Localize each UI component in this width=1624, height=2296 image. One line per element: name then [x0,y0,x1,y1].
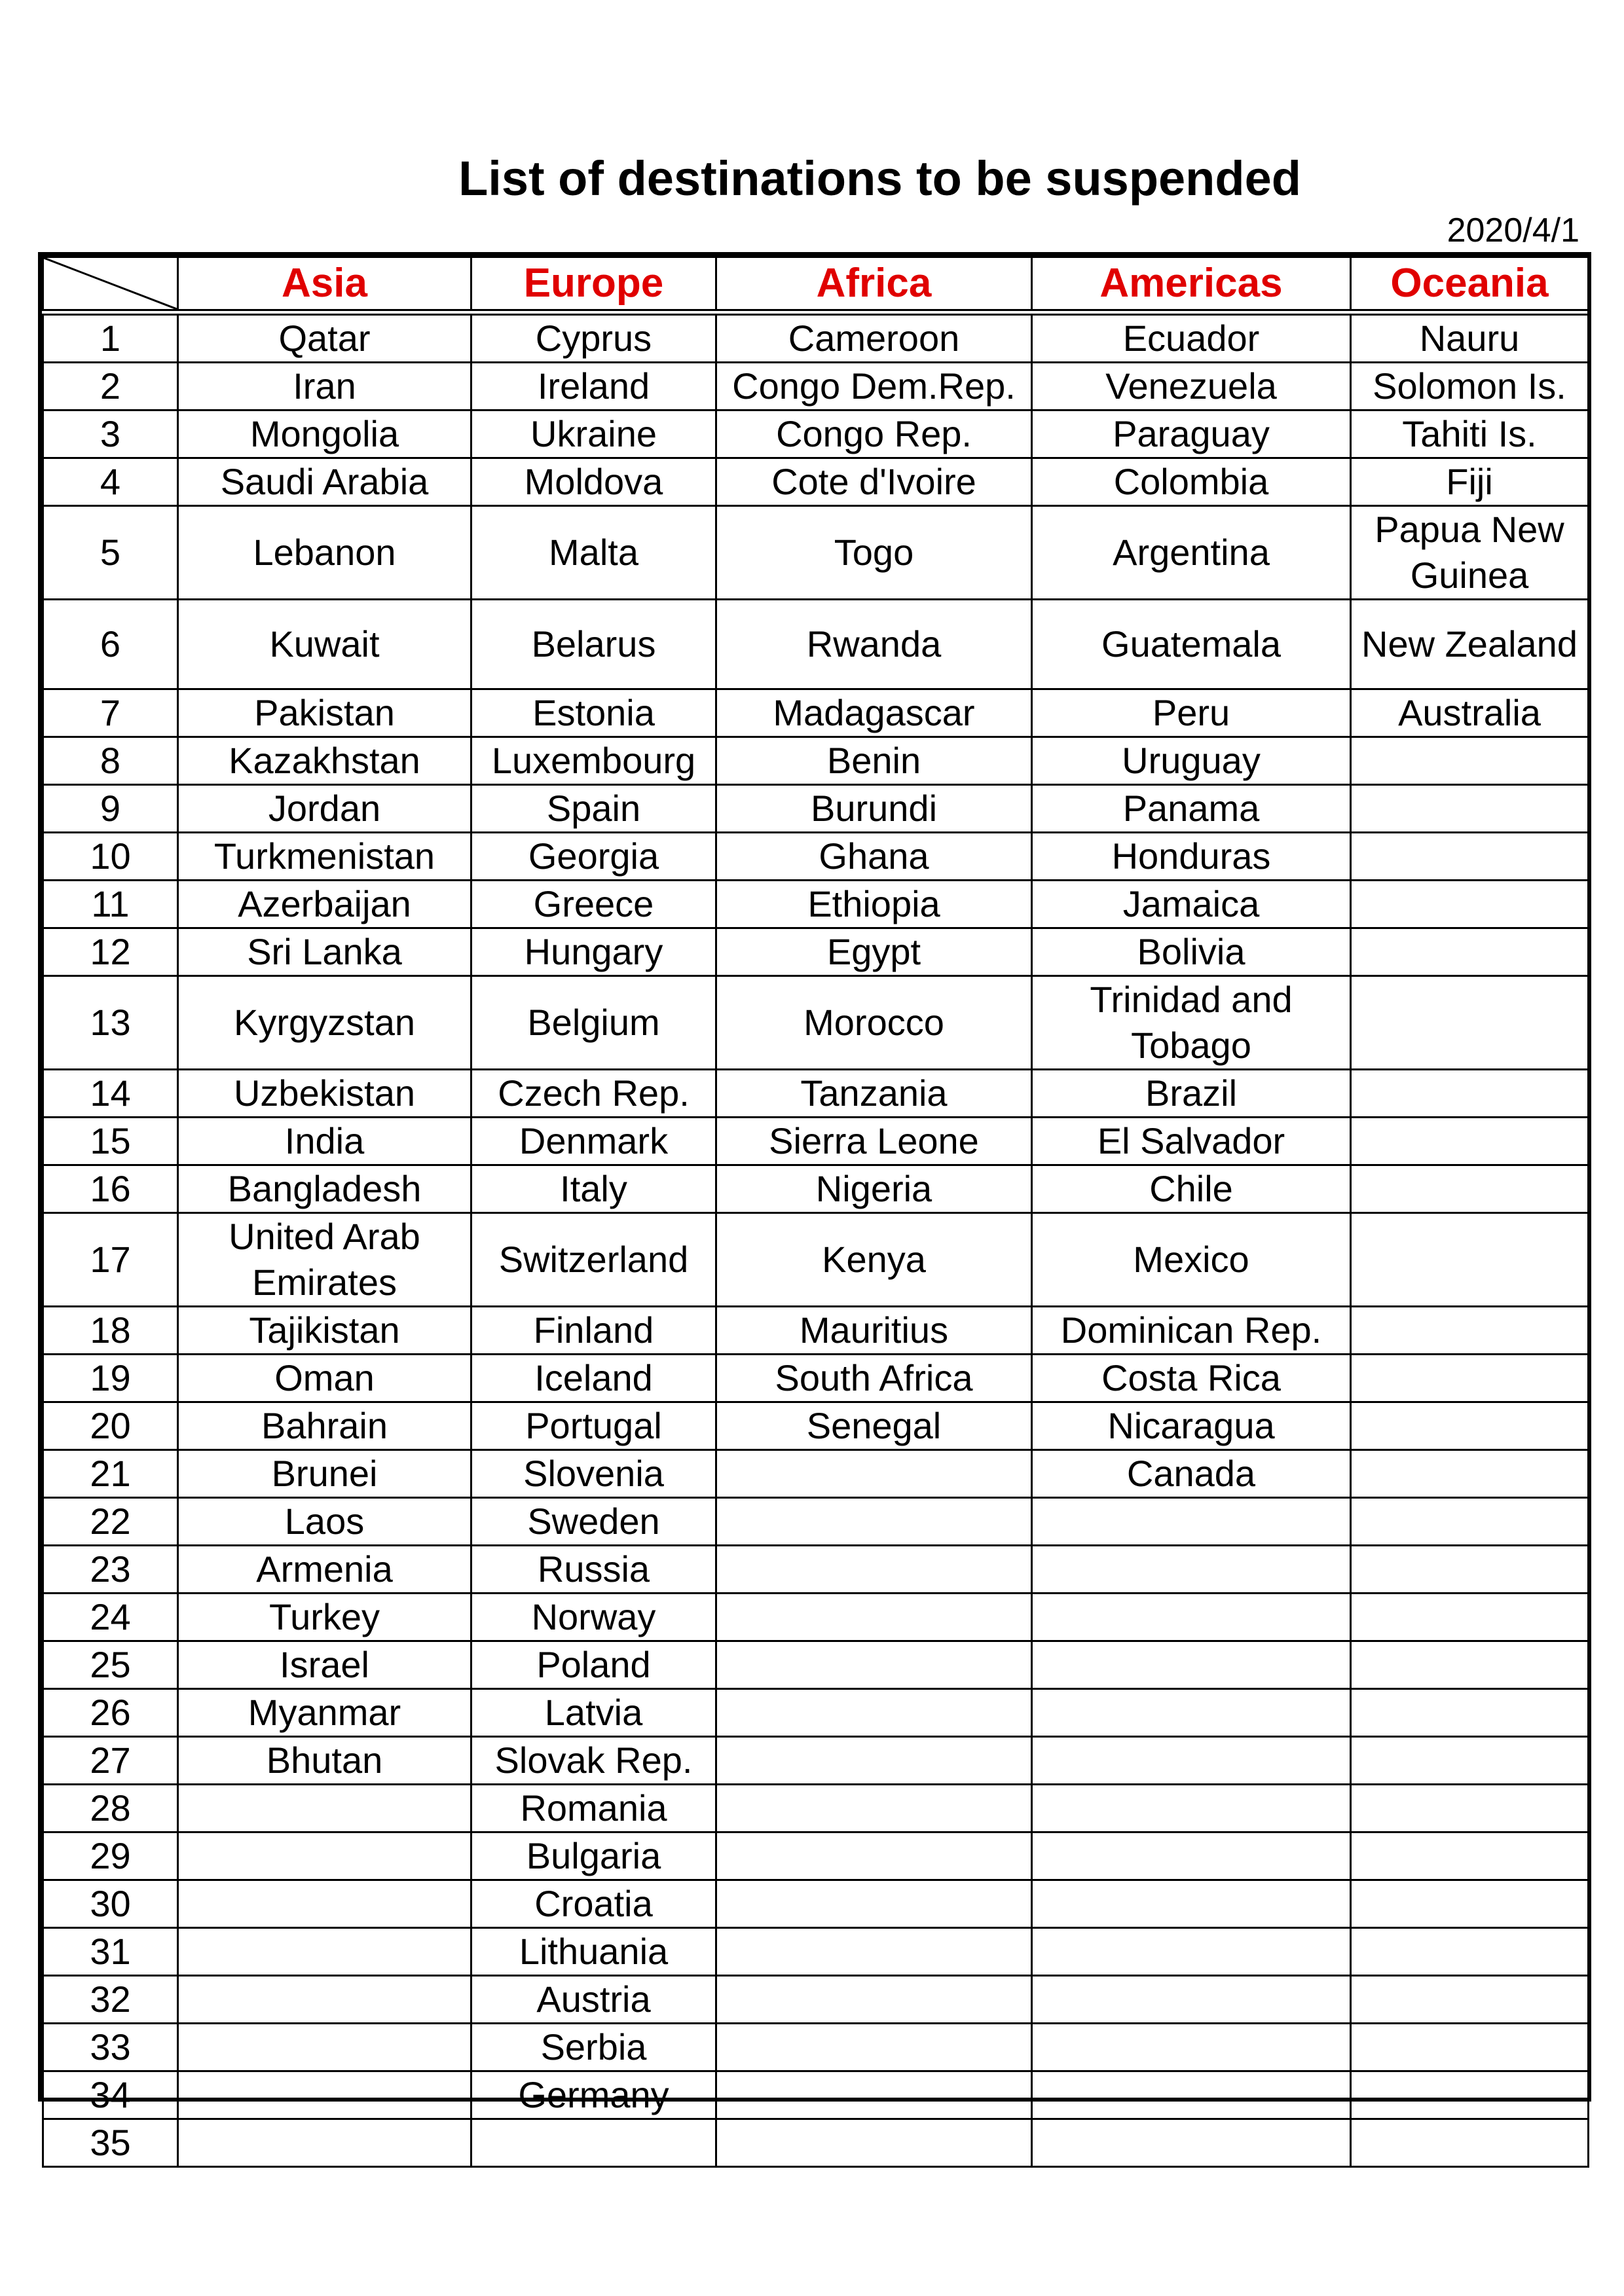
cell-europe: Croatia [471,1880,716,1928]
row-number-cell: 3 [43,410,178,458]
table-row [43,1070,1589,1118]
row-number-cell: 18 [43,1307,178,1355]
cell-asia: Myanmar [178,1689,471,1737]
cell-americas [1032,1498,1351,1546]
table-row [43,2071,1589,2119]
row-number-cell: 9 [43,785,178,833]
cell-oceania [1351,1307,1589,1355]
cell-europe: Latvia [471,1689,716,1737]
cell-africa [716,1880,1032,1928]
row-number-cell: 21 [43,1450,178,1498]
cell-americas: Ecuador [1032,312,1351,363]
cell-africa: Morocco [716,976,1032,1070]
cell-africa: Congo Dem.Rep. [716,363,1032,410]
cell-asia: Kazakhstan [178,737,471,785]
cell-asia: Mongolia [178,410,471,458]
cell-europe: Slovenia [471,1450,716,1498]
cell-africa: Cameroon [716,312,1032,363]
cell-americas: Dominican Rep. [1032,1307,1351,1355]
table-row [43,928,1589,976]
cell-americas [1032,2071,1351,2119]
table-row [43,737,1589,785]
row-number-cell: 4 [43,458,178,506]
cell-oceania [1351,1213,1589,1307]
cell-europe: Switzerland [471,1213,716,1307]
cell-africa: Kenya [716,1213,1032,1307]
cell-asia: Sri Lanka [178,928,471,976]
cell-americas [1032,1546,1351,1594]
row-number-cell: 20 [43,1402,178,1450]
cell-americas [1032,2119,1351,2167]
cell-americas: Colombia [1032,458,1351,506]
cell-americas [1032,1641,1351,1689]
cell-oceania: New Zealand [1351,600,1589,689]
table-row [43,1355,1589,1402]
document-date: 2020/4/1 [1447,211,1579,249]
table-row [43,1307,1589,1355]
cell-oceania [1351,1928,1589,1976]
table-row [43,833,1589,881]
cell-asia: Laos [178,1498,471,1546]
row-number-cell: 34 [43,2071,178,2119]
table-row [43,1880,1589,1928]
cell-europe: Denmark [471,1118,716,1165]
cell-asia: Uzbekistan [178,1070,471,1118]
cell-americas: Costa Rica [1032,1355,1351,1402]
cell-africa: Egypt [716,928,1032,976]
cell-africa: Mauritius [716,1307,1032,1355]
cell-americas: Bolivia [1032,928,1351,976]
cell-africa: Congo Rep. [716,410,1032,458]
cell-asia: Bahrain [178,1402,471,1450]
table-row [43,1785,1589,1832]
table-row [43,1976,1589,2024]
page-title: List of destinations to be suspended [458,151,1301,206]
cell-oceania [1351,1689,1589,1737]
row-number-cell: 31 [43,1928,178,1976]
cell-europe: Italy [471,1165,716,1213]
cell-asia: Jordan [178,785,471,833]
cell-americas: Trinidad and Tobago [1032,976,1351,1070]
cell-americas: Honduras [1032,833,1351,881]
cell-africa: Rwanda [716,600,1032,689]
cell-africa [716,1450,1032,1498]
cell-europe: Malta [471,506,716,600]
cell-oceania: Australia [1351,689,1589,737]
table-row [43,1928,1589,1976]
table-row [43,1594,1589,1641]
cell-africa [716,1689,1032,1737]
cell-europe: Ukraine [471,410,716,458]
cell-africa: South Africa [716,1355,1032,1402]
cell-europe: Belgium [471,976,716,1070]
cell-oceania [1351,1450,1589,1498]
table-row [43,1546,1589,1594]
cell-africa: Benin [716,737,1032,785]
cell-asia: Kuwait [178,600,471,689]
cell-americas [1032,1976,1351,2024]
row-number-cell: 11 [43,881,178,928]
cell-oceania: Solomon Is. [1351,363,1589,410]
cell-europe: Greece [471,881,716,928]
cell-europe: Sweden [471,1498,716,1546]
cell-asia: United Arab Emirates [178,1213,471,1307]
table-row [43,1118,1589,1165]
cell-europe: Iceland [471,1355,716,1402]
cell-asia [178,1976,471,2024]
cell-africa [716,2071,1032,2119]
row-number-cell: 25 [43,1641,178,1689]
cell-asia: Oman [178,1355,471,1402]
cell-americas: Jamaica [1032,881,1351,928]
cell-europe: Czech Rep. [471,1070,716,1118]
table-row [43,1165,1589,1213]
cell-africa [716,1641,1032,1689]
row-number-cell: 28 [43,1785,178,1832]
cell-asia [178,1785,471,1832]
cell-asia: Azerbaijan [178,881,471,928]
cell-asia [178,1928,471,1976]
table-row [43,1737,1589,1785]
row-number-cell: 15 [43,1118,178,1165]
cell-americas: Brazil [1032,1070,1351,1118]
table-row [43,785,1589,833]
cell-europe: Lithuania [471,1928,716,1976]
cell-europe: Portugal [471,1402,716,1450]
cell-oceania: Papua New Guinea [1351,506,1589,600]
cell-africa: Ethiopia [716,881,1032,928]
cell-asia: Brunei [178,1450,471,1498]
table-row [43,1832,1589,1880]
cell-europe: Serbia [471,2024,716,2071]
row-number-cell: 30 [43,1880,178,1928]
cell-africa: Nigeria [716,1165,1032,1213]
cell-americas [1032,1737,1351,1785]
cell-africa [716,1928,1032,1976]
table-row [43,1450,1589,1498]
destinations-table [42,256,1589,2168]
table-row [43,2119,1589,2167]
row-number-cell: 23 [43,1546,178,1594]
cell-asia: Turkey [178,1594,471,1641]
cell-americas [1032,1594,1351,1641]
cell-europe: Hungary [471,928,716,976]
cell-oceania [1351,1641,1589,1689]
cell-americas: Uruguay [1032,737,1351,785]
cell-africa [716,1546,1032,1594]
row-number-cell: 14 [43,1070,178,1118]
row-number-cell: 22 [43,1498,178,1546]
cell-europe: Ireland [471,363,716,410]
cell-americas [1032,2024,1351,2071]
cell-africa [716,1498,1032,1546]
cell-asia: Tajikistan [178,1307,471,1355]
cell-americas [1032,1880,1351,1928]
cell-africa [716,2119,1032,2167]
table-row [43,2024,1589,2071]
cell-asia: Saudi Arabia [178,458,471,506]
cell-americas [1032,1928,1351,1976]
cell-africa: Madagascar [716,689,1032,737]
cell-americas: Panama [1032,785,1351,833]
cell-africa: Burundi [716,785,1032,833]
cell-africa [716,1737,1032,1785]
table-row [43,410,1589,458]
cell-oceania [1351,1546,1589,1594]
cell-europe: Norway [471,1594,716,1641]
cell-asia: Bangladesh [178,1165,471,1213]
cell-oceania [1351,833,1589,881]
cell-europe: Austria [471,1976,716,2024]
cell-asia: Iran [178,363,471,410]
cell-oceania [1351,976,1589,1070]
cell-africa: Tanzania [716,1070,1032,1118]
cell-asia: Turkmenistan [178,833,471,881]
cell-americas: Guatemala [1032,600,1351,689]
row-number-cell: 19 [43,1355,178,1402]
cell-asia [178,2071,471,2119]
cell-europe: Germany [471,2071,716,2119]
cell-oceania [1351,1355,1589,1402]
table-row [43,1498,1589,1546]
cell-americas: Chile [1032,1165,1351,1213]
cell-asia: Qatar [178,312,471,363]
cell-africa: Togo [716,506,1032,600]
table-row [43,1689,1589,1737]
cell-africa: Senegal [716,1402,1032,1450]
cell-europe: Luxembourg [471,737,716,785]
cell-oceania [1351,1785,1589,1832]
row-number-cell: 10 [43,833,178,881]
cell-europe: Cyprus [471,312,716,363]
cell-oceania [1351,1165,1589,1213]
row-number-cell: 24 [43,1594,178,1641]
cell-oceania [1351,1402,1589,1450]
cell-oceania [1351,1070,1589,1118]
table-row [43,881,1589,928]
cell-americas: Mexico [1032,1213,1351,1307]
cell-europe: Russia [471,1546,716,1594]
cell-americas: Paraguay [1032,410,1351,458]
column-header-americas: Americas [1032,257,1351,313]
cell-oceania [1351,1976,1589,2024]
cell-europe: Finland [471,1307,716,1355]
cell-oceania [1351,928,1589,976]
cell-africa: Sierra Leone [716,1118,1032,1165]
destinations-table-container [38,252,1591,2163]
table-row [43,976,1589,1070]
cell-africa [716,1832,1032,1880]
cell-europe: Spain [471,785,716,833]
cell-americas: El Salvador [1032,1118,1351,1165]
cell-oceania [1351,2071,1589,2119]
cell-americas [1032,1832,1351,1880]
table-body [43,312,1589,2167]
cell-oceania [1351,1832,1589,1880]
table-row [43,363,1589,410]
cell-americas: Venezuela [1032,363,1351,410]
cell-oceania [1351,1594,1589,1641]
row-number-cell: 33 [43,2024,178,2071]
cell-asia: Lebanon [178,506,471,600]
cell-europe [471,2119,716,2167]
column-header-europe: Europe [471,257,716,313]
cell-oceania: Nauru [1351,312,1589,363]
column-header-oceania: Oceania [1351,257,1589,313]
row-number-cell: 12 [43,928,178,976]
cell-asia [178,1832,471,1880]
cell-europe: Georgia [471,833,716,881]
table-header-row [43,257,1589,313]
cell-oceania [1351,2119,1589,2167]
cell-oceania [1351,1737,1589,1785]
cell-americas: Nicaragua [1032,1402,1351,1450]
cell-africa [716,1785,1032,1832]
row-number-cell: 6 [43,600,178,689]
row-number-cell: 2 [43,363,178,410]
cell-europe: Slovak Rep. [471,1737,716,1785]
table-row [43,312,1589,363]
column-header-africa: Africa [716,257,1032,313]
cell-europe: Romania [471,1785,716,1832]
row-number-cell: 16 [43,1165,178,1213]
cell-oceania: Tahiti Is. [1351,410,1589,458]
row-number-cell: 8 [43,737,178,785]
cell-oceania [1351,881,1589,928]
table-row [43,1402,1589,1450]
cell-americas: Canada [1032,1450,1351,1498]
corner-diagonal-cell [43,257,178,313]
cell-americas: Argentina [1032,506,1351,600]
table-row [43,1213,1589,1307]
cell-africa [716,1976,1032,2024]
cell-africa: Ghana [716,833,1032,881]
cell-oceania [1351,785,1589,833]
diagonal-line-icon [44,258,177,309]
cell-oceania [1351,1498,1589,1546]
cell-africa [716,1594,1032,1641]
cell-asia: India [178,1118,471,1165]
cell-asia: Bhutan [178,1737,471,1785]
cell-europe: Estonia [471,689,716,737]
row-number-cell: 32 [43,1976,178,2024]
row-number-cell: 26 [43,1689,178,1737]
cell-asia [178,2024,471,2071]
cell-oceania [1351,1880,1589,1928]
row-number-cell: 29 [43,1832,178,1880]
row-number-cell: 27 [43,1737,178,1785]
cell-americas: Peru [1032,689,1351,737]
table-row [43,600,1589,689]
row-number-cell: 17 [43,1213,178,1307]
cell-europe: Belarus [471,600,716,689]
cell-oceania [1351,1118,1589,1165]
row-number-cell: 1 [43,312,178,363]
cell-asia: Israel [178,1641,471,1689]
column-header-asia: Asia [178,257,471,313]
table-row [43,506,1589,600]
row-number-cell: 35 [43,2119,178,2167]
cell-oceania: Fiji [1351,458,1589,506]
cell-africa [716,2024,1032,2071]
cell-asia: Kyrgyzstan [178,976,471,1070]
table-row [43,689,1589,737]
cell-africa: Cote d'Ivoire [716,458,1032,506]
row-number-cell: 5 [43,506,178,600]
cell-europe: Moldova [471,458,716,506]
cell-asia [178,1880,471,1928]
cell-europe: Poland [471,1641,716,1689]
row-number-cell: 13 [43,976,178,1070]
cell-asia: Armenia [178,1546,471,1594]
cell-americas [1032,1785,1351,1832]
row-number-cell: 7 [43,689,178,737]
table-row [43,1641,1589,1689]
cell-europe: Bulgaria [471,1832,716,1880]
cell-americas [1032,1689,1351,1737]
cell-oceania [1351,737,1589,785]
cell-oceania [1351,2024,1589,2071]
cell-asia [178,2119,471,2167]
cell-asia: Pakistan [178,689,471,737]
table-row [43,458,1589,506]
